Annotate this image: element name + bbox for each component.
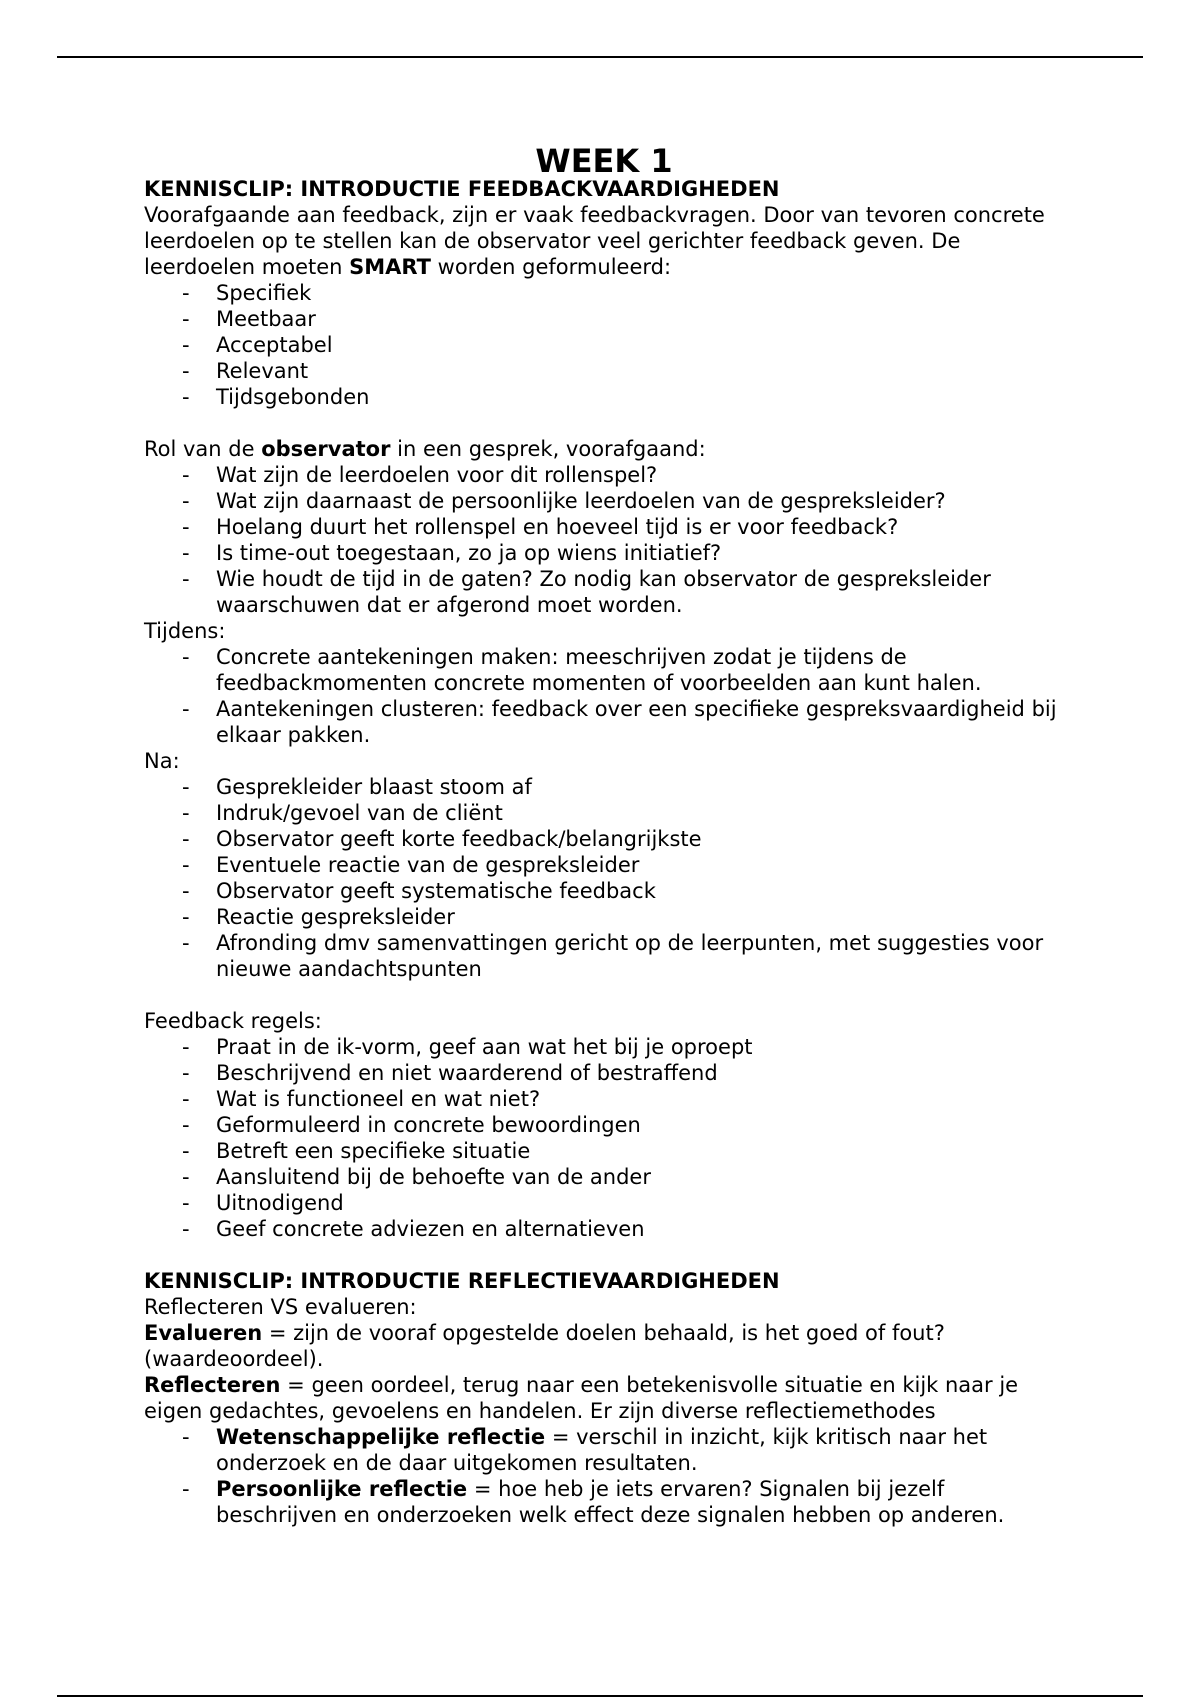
header-rule xyxy=(57,56,1143,58)
feedback-rules-list xyxy=(144,1034,1064,1242)
list-item: - Specifiek xyxy=(144,280,1064,306)
list-item: - Indruk/gevoel van de cliënt xyxy=(144,800,1064,826)
list-item: - Concrete aantekeningen maken: meeschrijven zodat je tijdens de feedbackmomenten concrete momenten of voorbeelden aan kunt halen. xyxy=(144,644,1064,696)
list-item: - Relevant xyxy=(144,358,1064,384)
list-item: - Persoonlijke reflectie = hoe heb je iets ervaren? Signalen bij jezelf beschrijven en onderzoeken welk effect deze signalen hebben op anderen. xyxy=(144,1476,1064,1528)
before-list xyxy=(144,462,1064,618)
section-heading-reflection: KENNISCLIP: INTRODUCTIE REFLECTIEVAARDIGHEDEN xyxy=(144,1269,780,1293)
section-heading-feedback: KENNISCLIP: INTRODUCTIE FEEDBACKVAARDIGHEDEN xyxy=(144,177,780,201)
reflect-definition: Reflecteren = geen oordeel, terug naar een betekenisvolle situatie en kijk naar je eigen gedachtes, gevoelens en handelen. Er zijn diverse reflectiemethodes xyxy=(144,1373,1019,1423)
page-title: WEEK 1 xyxy=(535,142,673,180)
list-item: - Wetenschappelijke reflectie = verschil in inzicht, kijk kritisch naar het onderzoek en de daar uitgekomen resultaten. xyxy=(144,1424,1064,1476)
list-item: - Wat zijn de leerdoelen voor dit rollenspel? xyxy=(144,462,1064,488)
feedback-rules-label: Feedback regels: xyxy=(144,1009,322,1033)
after-list xyxy=(144,774,1064,982)
list-item: - Aantekeningen clusteren: feedback over een specifieke gespreksvaardigheid bij elkaar pakken. xyxy=(144,696,1064,748)
intro-paragraph: Voorafgaande aan feedback, zijn er vaak feedbackvragen. Door van tevoren concrete leerdoelen op te stellen kan de observator veel gerichter feedback geven. De leerdoelen moeten SMART worden geformuleerd: xyxy=(144,203,1045,279)
list-item: - Acceptabel xyxy=(144,332,1064,358)
list-item: - Aansluitend bij de behoefte van de ander xyxy=(144,1164,1064,1190)
list-item: - Uitnodigend xyxy=(144,1190,1064,1216)
list-item: - Geef concrete adviezen en alternatieven xyxy=(144,1216,1064,1242)
list-item: - Geformuleerd in concrete bewoordingen xyxy=(144,1112,1064,1138)
reflection-methods-list xyxy=(144,1424,1064,1528)
list-item: - Beschrijvend en niet waarderend of bestraffend xyxy=(144,1060,1064,1086)
list-item: - Praat in de ik-vorm, geef aan wat het bij je oproept xyxy=(144,1034,1064,1060)
list-item: - Tijdsgebonden xyxy=(144,384,1064,410)
during-label: Tijdens: xyxy=(144,619,226,643)
list-item: - Eventuele reactie van de gespreksleider xyxy=(144,852,1064,878)
list-item: - Wat is functioneel en wat niet? xyxy=(144,1086,1064,1112)
list-item: - Is time-out toegestaan, zo ja op wiens initiatief? xyxy=(144,540,1064,566)
list-item: - Hoelang duurt het rollenspel en hoeveel tijd is er voor feedback? xyxy=(144,514,1064,540)
document-body xyxy=(144,140,1064,1528)
list-item: - Wie houdt de tijd in de gaten? Zo nodig kan observator de gespreksleider waarschuwen dat er afgerond moet worden. xyxy=(144,566,1064,618)
smart-list xyxy=(144,280,1064,410)
list-item: - Gesprekleider blaast stoom af xyxy=(144,774,1064,800)
after-label: Na: xyxy=(144,749,180,773)
compare-line: Reflecteren VS evalueren: xyxy=(144,1295,417,1319)
list-item: - Reactie gespreksleider xyxy=(144,904,1064,930)
list-item: - Observator geeft systematische feedback xyxy=(144,878,1064,904)
footer-rule xyxy=(57,1695,1143,1697)
during-list xyxy=(144,644,1064,748)
observer-role-paragraph: Rol van de observator in een gesprek, voorafgaand: xyxy=(144,437,706,461)
list-item: - Wat zijn daarnaast de persoonlijke leerdoelen van de gespreksleider? xyxy=(144,488,1064,514)
list-item: - Meetbaar xyxy=(144,306,1064,332)
list-item: - Betreft een specifieke situatie xyxy=(144,1138,1064,1164)
evaluate-definition: Evalueren = zijn de vooraf opgestelde doelen behaald, is het goed of fout? (waardeoordeel). xyxy=(144,1321,945,1371)
list-item: - Observator geeft korte feedback/belangrijkste xyxy=(144,826,1064,852)
list-item: - Afronding dmv samenvattingen gericht op de leerpunten, met suggesties voor nieuwe aandachtspunten xyxy=(144,930,1064,982)
